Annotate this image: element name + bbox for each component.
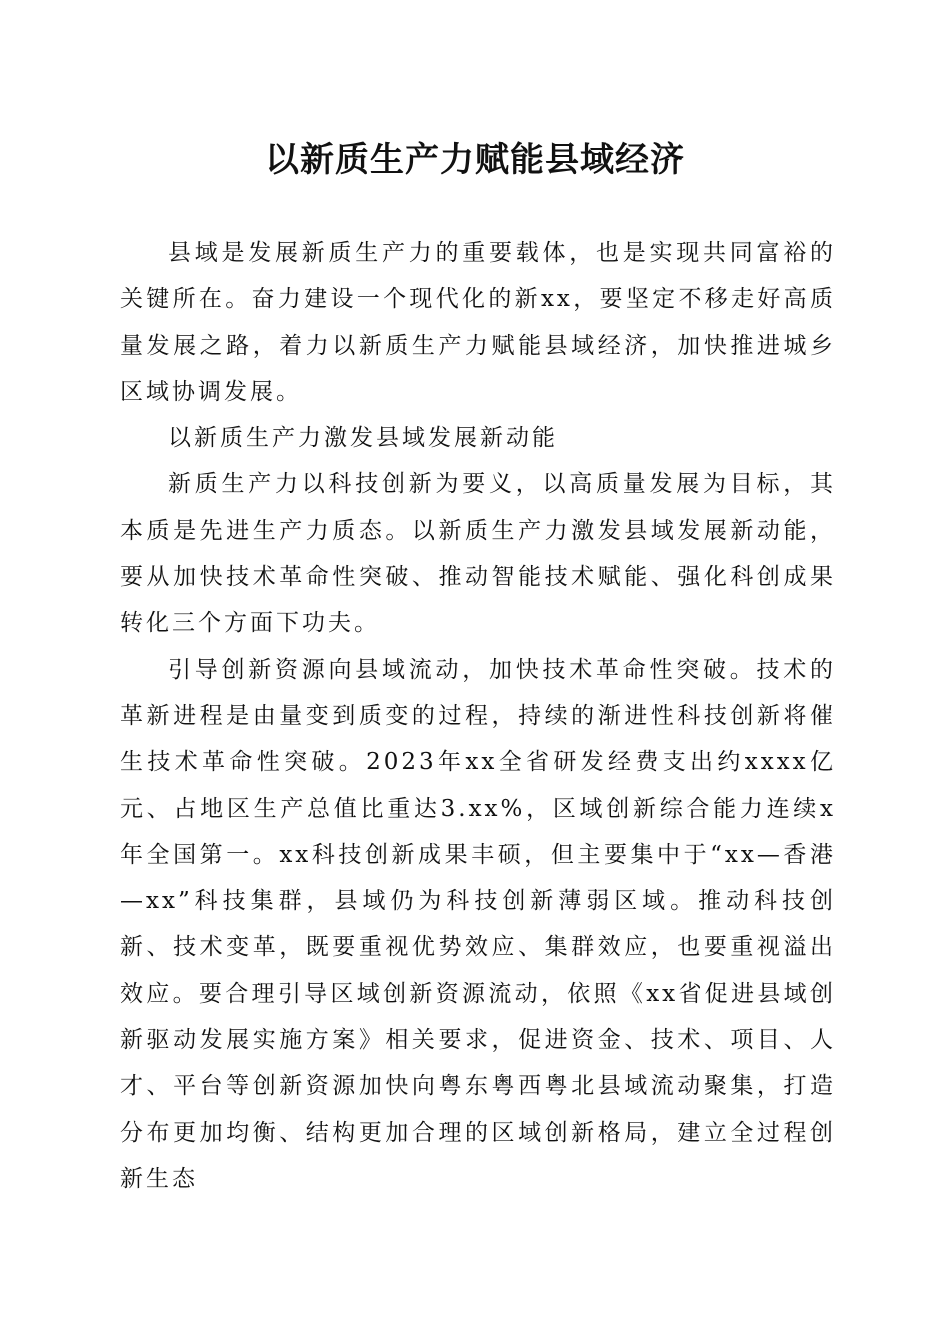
paragraph-new-productivity: 新质生产力以科技创新为要义，以高质量发展为目标，其本质是先进生产力质态。以新质生产力激发县域发展新动能，要从加快技术革命性突破、推动智能技术赋能、强化科创成果转化三个方面下功夫。	[120, 471, 836, 637]
paragraph-intro: 县域是发展新质生产力的重要载体，也是实现共同富裕的关键所在。奋力建设一个现代化的新xx，要坚定不移走好高质量发展之路，着力以新质生产力赋能县域经济，加快推进城乡区域协调发展。	[120, 240, 836, 405]
paragraph-innovation-resources: 引导创新资源向县域流动，加快技术革命性突破。技术的革新进程是由量变到质变的过程，持续的渐进性科技创新将催生技术革命性突破。2023年xx全省研发经费支出约xxxx亿元、占地区生产总值比重达3.xx%，区域创新综合能力连续x年全国第一。xx科技创新成果丰硕，但主要集中于“xx—香港—xx”科技集群，县域仍为科技创新薄弱区域。推动科技创新、技术变革，既要重视优势效应、集群效应，也要重视溢出效应。要合理引导区域创新资源流动，依照《xx省促进县域创新驱动发展实施方案》相关要求，促进资金、技术、项目、人才、平台等创新资源加快向粤东粤西粤北县域流动聚集，打造分布更加均衡、结构更加合理的区域创新格局，建立全过程创新生态	[120, 656, 836, 1192]
document-body	[120, 230, 836, 1202]
section-heading: 以新质生产力激发县域发展新动能	[168, 425, 558, 452]
document-title: 以新质生产力赋能县域经济	[265, 140, 685, 180]
